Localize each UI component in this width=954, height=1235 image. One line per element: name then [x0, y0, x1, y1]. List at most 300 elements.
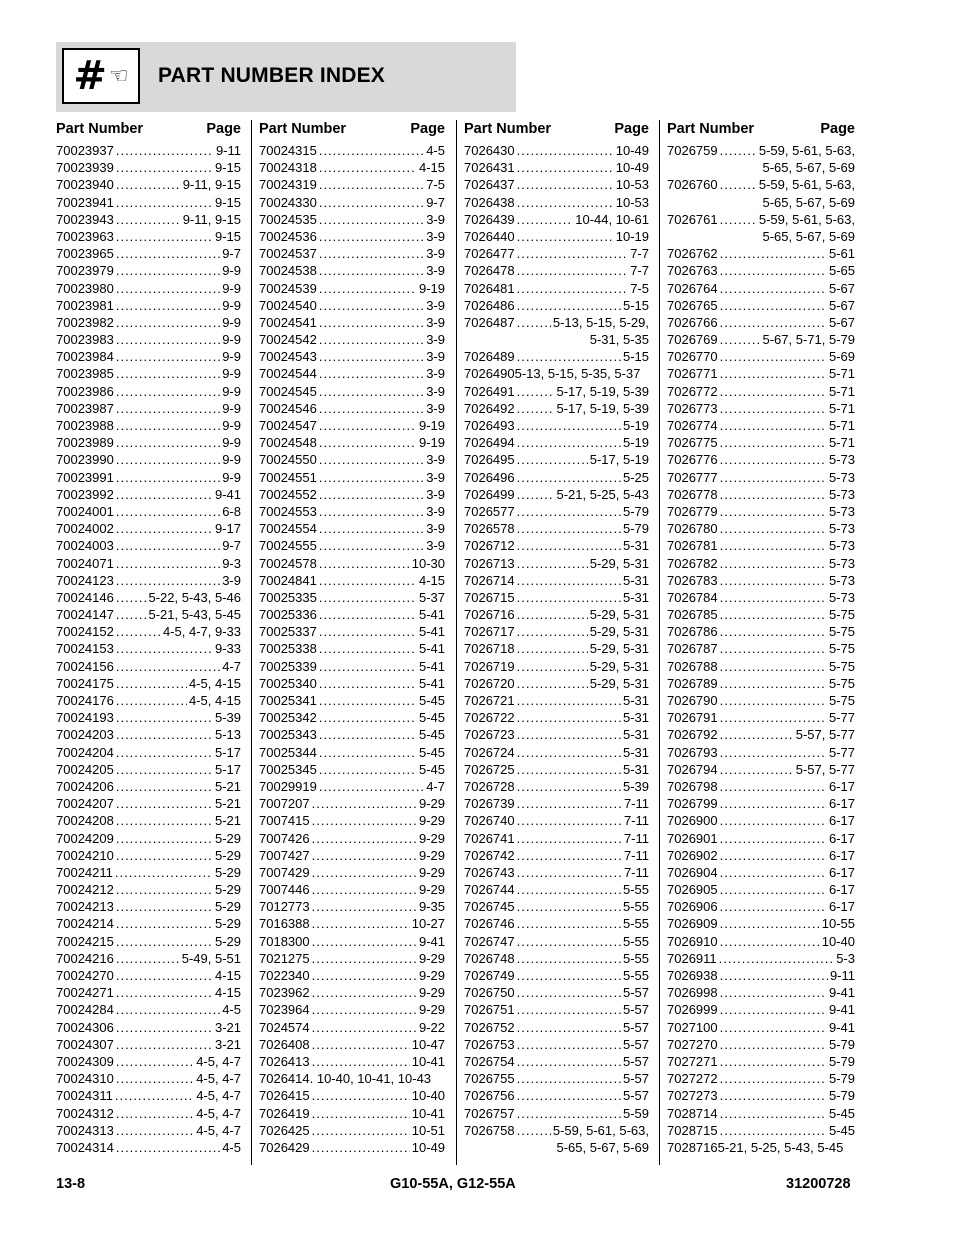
page-reference: 9-15 — [214, 194, 241, 210]
page-reference: 9-9 — [222, 349, 241, 365]
leader-dots — [319, 451, 424, 468]
index-entry — [259, 417, 445, 434]
part-number: 7026713 — [464, 555, 515, 571]
page-reference: 5-17, 5-19, 5-39 — [556, 400, 649, 416]
part-number: 7026440 — [464, 228, 515, 244]
page-reference: 9-19 — [418, 418, 445, 433]
leader-dots — [116, 640, 213, 657]
leader-dots — [319, 228, 424, 245]
leader-dots — [116, 520, 213, 537]
leader-dots — [319, 606, 417, 623]
index-entry — [667, 142, 855, 159]
page-reference: 3-21 — [214, 1036, 241, 1052]
page-reference: 3-9 — [426, 263, 445, 279]
leader-dots — [720, 984, 827, 1001]
leader-dots — [517, 950, 621, 967]
part-number: 70024537 — [259, 246, 317, 262]
part-number: 7012773 — [259, 899, 310, 915]
leader-dots — [116, 383, 220, 400]
page-reference: 9-11 — [829, 968, 855, 983]
part-number: 7026753 — [464, 1036, 515, 1052]
index-entry — [56, 692, 241, 709]
page-reference: 5-79 — [622, 521, 649, 537]
leader-dots — [669, 194, 760, 211]
page-reference: 5-37 — [418, 589, 445, 605]
index-entry — [667, 1070, 855, 1087]
page-reference: 9-9 — [222, 366, 241, 382]
leader-dots — [517, 1001, 621, 1018]
page-reference: 5-55 — [622, 899, 649, 915]
page-reference: 5-57 — [622, 1053, 649, 1069]
leader-dots — [720, 761, 794, 778]
part-number: 7026437 — [464, 177, 515, 193]
index-entry — [259, 950, 445, 967]
index-entry — [464, 606, 649, 623]
index-entry — [259, 675, 445, 692]
part-number: 70024552 — [259, 486, 317, 502]
part-number: 70024538 — [259, 263, 317, 279]
leader-dots — [720, 623, 827, 640]
part-number: 70024211 — [56, 864, 113, 880]
column-header — [56, 120, 241, 142]
leader-dots — [517, 623, 588, 640]
index-entry — [667, 555, 855, 572]
index-entry — [259, 915, 445, 932]
leader-dots — [312, 967, 417, 984]
part-number: 7026723 — [464, 727, 515, 743]
page-reference: 3-9 — [426, 452, 445, 468]
index-entry — [667, 486, 855, 503]
page-reference: 5-55 — [622, 968, 649, 983]
index-entry — [667, 778, 855, 795]
index-entry — [464, 1087, 649, 1104]
part-number: 70024318 — [259, 160, 317, 176]
leader-dots — [312, 1001, 417, 1018]
leader-dots — [720, 280, 827, 297]
leader-dots — [319, 761, 417, 778]
header-page: Page — [410, 121, 445, 137]
index-entry — [464, 915, 649, 932]
page-reference: 5-55 — [622, 933, 649, 949]
page-reference: 3-9 — [426, 521, 445, 537]
part-number: 70025339 — [259, 658, 317, 674]
leader-dots — [517, 297, 621, 314]
part-number: 7026790 — [667, 693, 718, 708]
page-reference: 9-19 — [418, 280, 445, 296]
part-number: 70024123 — [56, 572, 114, 588]
index-entry — [464, 245, 649, 262]
page-reference: 5-17 — [214, 744, 241, 760]
page-reference: 3-9 — [426, 400, 445, 416]
part-number: 7026724 — [464, 744, 515, 760]
page-reference: 5-19 — [622, 435, 649, 451]
index-entry — [259, 262, 445, 279]
leader-dots — [312, 1019, 417, 1036]
part-number: 7027100 — [667, 1019, 718, 1035]
part-number: 70024208 — [56, 813, 114, 829]
page-reference: 5-31 — [622, 538, 649, 554]
leader-dots — [517, 606, 588, 623]
leader-dots — [319, 640, 417, 657]
index-entry — [464, 830, 649, 847]
page-reference: 3-9 — [426, 538, 445, 554]
page-reference: 9-9 — [222, 314, 241, 330]
leader-dots — [517, 692, 621, 709]
leader-dots — [720, 211, 757, 228]
index-entry — [56, 417, 241, 434]
index-entry — [56, 486, 241, 503]
page-reference: 5-73 — [828, 486, 855, 502]
part-number: 70024540 — [259, 297, 317, 313]
page-reference: 5-71 — [828, 418, 855, 433]
index-entry — [667, 1053, 855, 1070]
part-number: 70024210 — [56, 847, 114, 863]
leader-dots — [517, 658, 588, 675]
part-number: 70023943 — [56, 211, 114, 227]
index-entry — [464, 675, 649, 692]
leader-dots — [115, 864, 213, 881]
part-number: 70025335 — [259, 589, 317, 605]
index-entry — [464, 1122, 649, 1139]
page-reference: 4-5, 4-15 — [188, 693, 241, 708]
page-reference: 10-53 — [615, 194, 649, 210]
part-number: 7026431 — [464, 160, 515, 176]
index-entry — [259, 984, 445, 1001]
leader-dots — [517, 228, 614, 245]
index-entry — [259, 194, 445, 211]
index-entry — [56, 451, 241, 468]
index-entry — [464, 692, 649, 709]
part-number: 70024153 — [56, 641, 114, 657]
index-entry — [259, 142, 445, 159]
page-reference: 6-17 — [828, 899, 855, 915]
leader-dots — [719, 950, 835, 967]
leader-dots — [319, 623, 417, 640]
part-number: 70024578 — [259, 555, 317, 571]
part-number: 70024215 — [56, 933, 114, 949]
part-number: 70024204 — [56, 744, 114, 760]
index-entry — [259, 1019, 445, 1036]
part-number: 70025340 — [259, 675, 317, 691]
leader-dots — [517, 383, 555, 400]
page-reference: 9-11, 9-15 — [182, 211, 241, 227]
index-entry — [464, 503, 649, 520]
leader-dots — [517, 967, 621, 984]
part-number: 7026741 — [464, 830, 515, 846]
part-number: 70024550 — [259, 452, 317, 468]
page-reference: 6-17 — [828, 796, 855, 812]
part-number: 70024545 — [259, 383, 317, 399]
index-entry — [56, 228, 241, 245]
leader-dots — [720, 348, 827, 365]
leader-dots — [312, 864, 417, 881]
part-number: 7026787 — [667, 641, 718, 657]
part-number: 7026720 — [464, 675, 515, 691]
leader-dots — [720, 297, 827, 314]
page-reference: 5-25 — [622, 469, 649, 485]
part-number: 7026784 — [667, 589, 718, 605]
index-entry — [667, 950, 855, 967]
leader-dots — [116, 778, 213, 795]
index-entry — [464, 400, 649, 417]
index-entry — [259, 572, 445, 589]
page-reference: 5-29 — [214, 847, 241, 863]
page-reference: 3-9 — [426, 228, 445, 244]
page-reference: 5-13, 5-15, 5-29, — [552, 314, 649, 330]
part-number: 70023986 — [56, 383, 114, 399]
page-reference: 5-61 — [828, 246, 855, 262]
index-entry — [464, 778, 649, 795]
leader-dots — [319, 383, 424, 400]
leader-dots — [720, 1001, 827, 1018]
part-number: 70025341 — [259, 693, 317, 708]
index-entry — [667, 1139, 855, 1156]
part-number: 7026747 — [464, 933, 515, 949]
page-reference: 9-29 — [418, 813, 445, 829]
part-number: 7026739 — [464, 796, 515, 812]
page-reference: 3-9 — [222, 572, 241, 588]
part-number: 7026429 — [259, 1139, 310, 1155]
page-reference: 4-5 — [222, 1139, 241, 1155]
leader-dots — [720, 400, 827, 417]
leader-dots — [116, 623, 161, 640]
part-number: 7021275 — [259, 950, 310, 966]
page-reference: 5-73 — [828, 538, 855, 554]
page-reference: 5-31 — [622, 727, 649, 743]
part-number: 70025342 — [259, 710, 317, 726]
index-column-4 — [667, 120, 855, 1156]
index-entry — [56, 778, 241, 795]
part-number: 7026758 — [464, 1122, 515, 1138]
index-entry — [259, 933, 445, 950]
index-entry — [259, 228, 445, 245]
leader-dots — [312, 984, 417, 1001]
leader-dots — [720, 692, 827, 709]
index-entry — [667, 795, 855, 812]
index-entry — [259, 1001, 445, 1018]
page-reference: 7-11 — [623, 847, 649, 863]
page-reference: 10-41 — [411, 1053, 445, 1069]
part-number: 70023963 — [56, 228, 114, 244]
index-entry — [667, 503, 855, 520]
part-number: 70024213 — [56, 899, 114, 915]
index-entry — [259, 555, 445, 572]
part-number: 70024554 — [259, 521, 317, 537]
page-reference: 5-75 — [828, 607, 855, 623]
part-number: 70024175 — [56, 675, 114, 691]
index-entry — [56, 503, 241, 520]
leader-dots — [116, 228, 213, 245]
header-page: Page — [206, 121, 241, 137]
index-entry — [259, 331, 445, 348]
index-column-2 — [259, 120, 445, 1156]
leader-dots — [517, 469, 621, 486]
page-reference: 3-9 — [426, 486, 445, 502]
column-header — [259, 120, 445, 142]
page-reference: 5-59 — [622, 1105, 649, 1121]
part-number: 70023940 — [56, 177, 114, 193]
page-reference: 5-71 — [828, 435, 855, 451]
leader-dots — [720, 898, 827, 915]
leader-dots — [517, 589, 621, 606]
part-number: 7026489 — [464, 349, 515, 365]
page-reference: 3-9 — [426, 469, 445, 485]
leader-dots — [720, 383, 827, 400]
index-entry — [667, 1036, 855, 1053]
leader-dots — [116, 280, 220, 297]
part-number: 70023984 — [56, 349, 114, 365]
leader-dots — [116, 194, 213, 211]
index-entry — [259, 469, 445, 486]
leader-dots — [517, 555, 588, 572]
index-entry — [464, 847, 649, 864]
index-entry — [667, 537, 855, 554]
leader-dots — [720, 365, 827, 382]
index-entry — [464, 572, 649, 589]
index-entry — [667, 761, 855, 778]
page-reference: 5-29 — [214, 864, 241, 880]
page-reference: 6-17 — [828, 830, 855, 846]
index-entry — [464, 761, 649, 778]
leader-dots — [312, 915, 410, 932]
page-reference: 9-15 — [214, 228, 241, 244]
page-reference: 10-27 — [411, 916, 445, 932]
page-reference: 5-59, 5-61, 5-63, — [758, 211, 855, 227]
footer-doc-number: 31200728 — [786, 1176, 851, 1192]
part-number: 70024270 — [56, 968, 114, 983]
index-entry — [464, 623, 649, 640]
page-reference: 5-29, 5-31 — [589, 607, 649, 623]
part-number: 70024307 — [56, 1036, 114, 1052]
leader-dots — [319, 262, 424, 279]
page-reference: 6-17 — [828, 882, 855, 898]
leader-dots — [116, 950, 180, 967]
part-number: 7007415 — [259, 813, 310, 829]
page-reference: 9-3 — [222, 555, 241, 571]
index-entry — [56, 211, 241, 228]
page-reference: 7-11 — [623, 864, 649, 880]
page-reference: 10-47 — [411, 1036, 445, 1052]
page-reference: 10-51 — [411, 1122, 445, 1138]
part-number: 7026757 — [464, 1105, 515, 1121]
part-number: 7026414. 10-40, 10-41, 10-43 — [259, 1071, 432, 1087]
page-reference: 5-45 — [418, 761, 445, 777]
index-entry — [667, 159, 855, 176]
part-number: 70023983 — [56, 332, 114, 348]
part-number: 70023985 — [56, 366, 114, 382]
leader-dots — [116, 658, 220, 675]
page-reference: 5-57 — [622, 1019, 649, 1035]
index-entry — [56, 262, 241, 279]
index-entry — [464, 469, 649, 486]
index-entry — [56, 1001, 241, 1018]
index-entry — [259, 881, 445, 898]
leader-dots — [720, 1053, 827, 1070]
part-number: 70024543 — [259, 349, 317, 365]
index-entry — [259, 280, 445, 297]
page-reference: 6-8 — [222, 503, 241, 519]
page-reference: 5-45 — [418, 693, 445, 708]
index-entry — [464, 589, 649, 606]
part-number: 70024206 — [56, 778, 114, 794]
index-entry — [464, 658, 649, 675]
page-reference: 9-41 — [828, 1019, 855, 1035]
index-entry — [259, 658, 445, 675]
part-number: 7026487 — [464, 314, 515, 330]
part-number: 70024313 — [56, 1122, 114, 1138]
page-reference: 9-9 — [222, 469, 241, 485]
page-reference: 5-45 — [418, 744, 445, 760]
leader-dots — [517, 915, 621, 932]
leader-dots — [720, 933, 820, 950]
index-entry — [259, 451, 445, 468]
page-reference: 9-9 — [222, 435, 241, 451]
part-number: 70025344 — [259, 744, 317, 760]
leader-dots — [517, 142, 614, 159]
leader-dots — [116, 830, 213, 847]
page-reference: 5-59, 5-61, 5-63, — [552, 1122, 649, 1138]
page-reference: 5-55 — [622, 882, 649, 898]
part-number: 7026495 — [464, 452, 515, 468]
leader-dots — [720, 847, 827, 864]
page-reference: 5-79 — [828, 1088, 855, 1104]
page-reference: 7-11 — [623, 830, 649, 846]
leader-dots — [720, 572, 827, 589]
leader-dots — [720, 1105, 827, 1122]
page-reference: 9-9 — [222, 263, 241, 279]
part-number: 7026494 — [464, 435, 515, 451]
part-number: 7026743 — [464, 864, 515, 880]
index-entry — [667, 194, 855, 211]
page-reference: 5-67 — [828, 280, 855, 296]
part-number: 7026792 — [667, 727, 718, 743]
page-reference: 5-59, 5-61, 5-63, — [758, 143, 855, 158]
page-reference: 5-65, 5-67, 5-69 — [556, 1139, 649, 1155]
part-number: 7026763 — [667, 263, 718, 279]
leader-dots — [116, 1139, 220, 1156]
index-entry — [464, 864, 649, 881]
leader-dots — [116, 984, 213, 1001]
page-reference: 9-9 — [222, 297, 241, 313]
part-number: 70024544 — [259, 366, 317, 382]
leader-dots — [720, 967, 828, 984]
page-reference: 5-29 — [214, 933, 241, 949]
part-number: 7028714 — [667, 1105, 718, 1121]
part-number: 7026716 — [464, 607, 515, 623]
leader-dots — [115, 1087, 194, 1104]
leader-dots — [720, 812, 827, 829]
index-entry — [667, 400, 855, 417]
part-number: 7026722 — [464, 710, 515, 726]
part-number: 7026425 — [259, 1122, 310, 1138]
leader-dots — [116, 434, 220, 451]
page-reference: 5-3 — [836, 950, 855, 966]
page-reference: 10-55 — [821, 916, 855, 932]
part-number: 7026742 — [464, 847, 515, 863]
leader-dots — [116, 331, 220, 348]
leader-dots — [517, 933, 621, 950]
index-entry — [56, 1122, 241, 1139]
page-reference: 5-57 — [622, 985, 649, 1001]
index-entry — [259, 1053, 445, 1070]
index-entry — [56, 640, 241, 657]
page-reference: 5-29, 5-31 — [589, 675, 649, 691]
leader-dots — [116, 709, 213, 726]
part-number: 7026438 — [464, 194, 515, 210]
part-number: 70023989 — [56, 435, 114, 451]
leader-dots — [720, 1070, 827, 1087]
index-entry — [667, 812, 855, 829]
